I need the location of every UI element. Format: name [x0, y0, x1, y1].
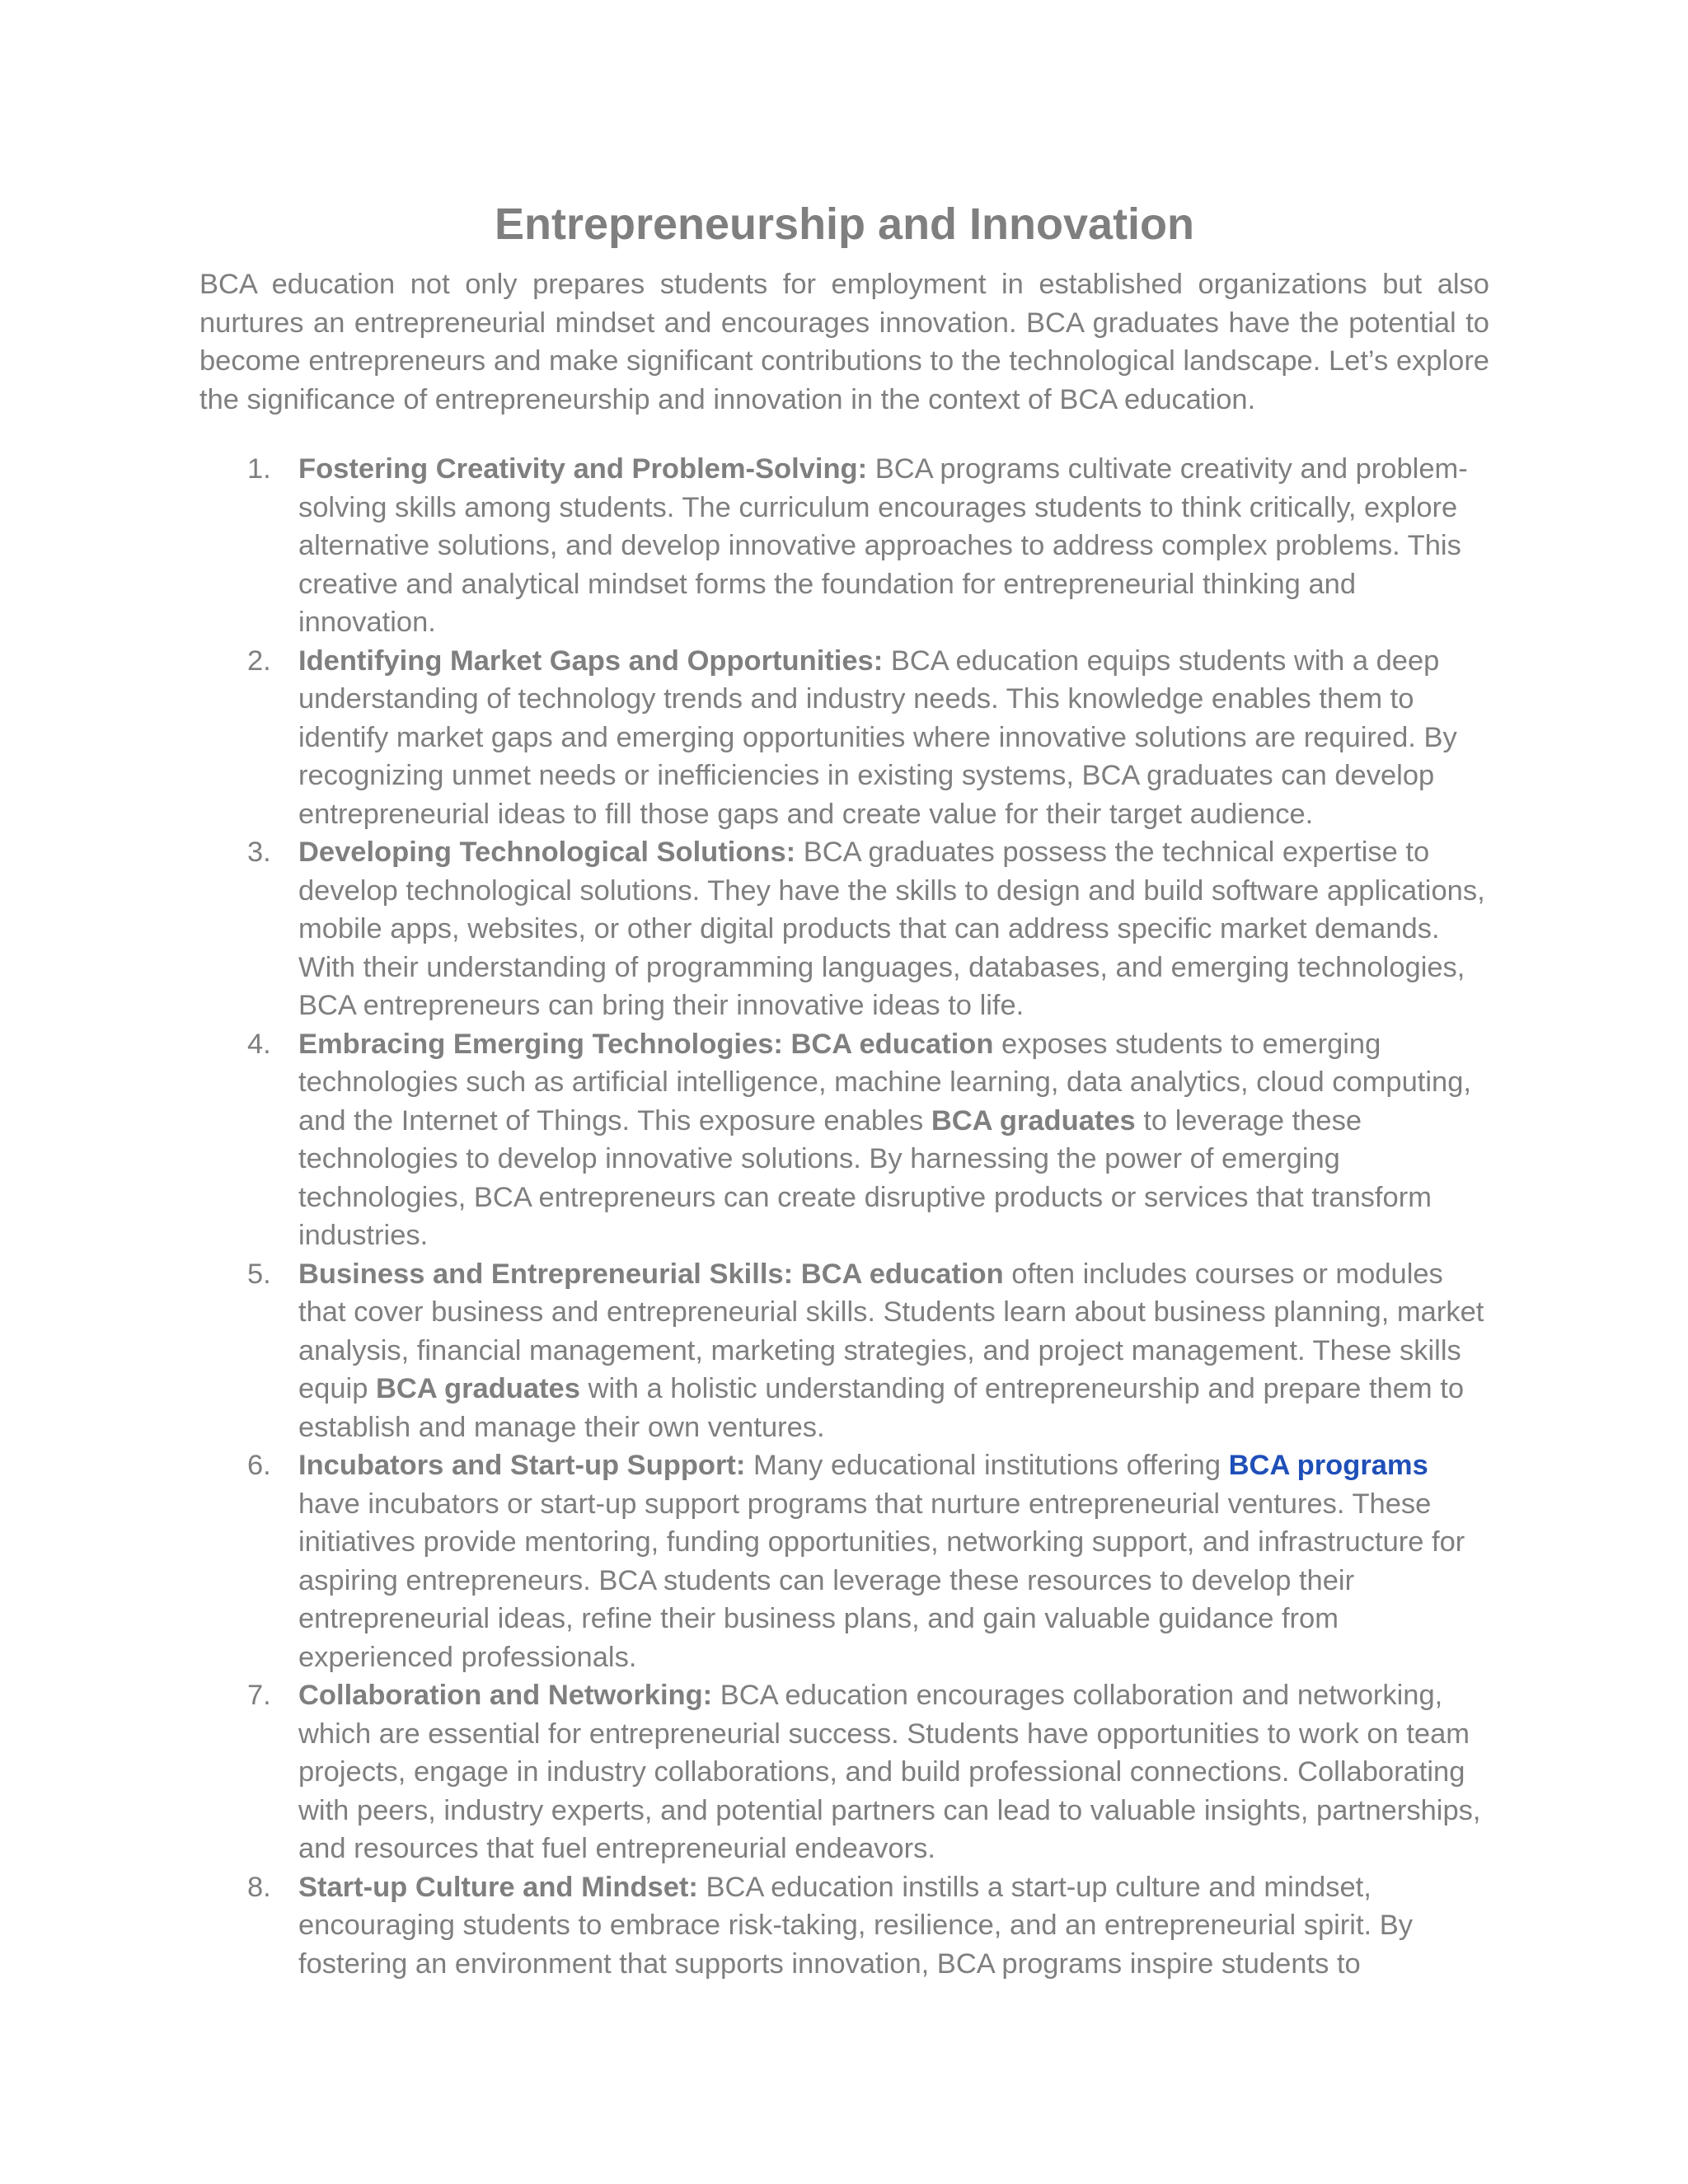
list-number: 1.: [247, 453, 271, 485]
item-text: BCA graduates possess the technical expertise to develop technological solutions. They have the skills to design and build software applications, mobile apps, websites, or other digital products that can address specific market demands. With their understanding of programming languages, databases, and emerging technologies, BCA entrepreneurs can bring their innovative ideas to life.: [298, 837, 1485, 1021]
item-heading: Collaboration and Networking:: [298, 1680, 713, 1711]
list-item: [199, 1868, 1489, 1984]
list-item: [199, 1676, 1489, 1868]
intro-paragraph: BCA education not only prepares students for employment in established organizations but also nurtures an entrepreneurial mindset and encourages innovation. BCA graduates have the potential to become entrepreneurs and make significant contributions to the technological landscape. Let’s explore the significance of entrepreneurship and innovation in the context of BCA education.: [199, 269, 1489, 415]
item-heading: Start-up Culture and Mindset:: [298, 1871, 698, 1903]
list-item: [199, 642, 1489, 834]
item-heading: Fostering Creativity and Problem-Solving:: [298, 453, 868, 485]
list-number: 7.: [247, 1680, 271, 1711]
page-title: Entrepreneurship and Innovation: [494, 199, 1195, 249]
item-text: BCA programs cultivate creativity and problem-solving skills among students. The curriculum encourages students to think critically, explore alternative solutions, and develop innovative approaches to address complex problems. This creative and analytical mindset forms the foundation for entrepreneurial thinking and innovation.: [298, 453, 1468, 638]
item-heading: Embracing Emerging Technologies: BCA education: [298, 1028, 994, 1060]
list-item: [199, 1025, 1489, 1255]
bca-programs-link[interactable]: BCA programs: [1228, 1450, 1428, 1481]
item-text: to leverage these technologies to develop innovative solutions. By harnessing the power of emerging technologies, BCA entrepreneurs can create disruptive products or services that transform industries.: [298, 1104, 1432, 1251]
item-text: often includes courses or modules that cover business and entrepreneurial skills. Students learn about business planning, market analysis, financial management, marketing strategies, and project management. These skills equip: [298, 1258, 1484, 1404]
item-text: BCA education equips students with a deep understanding of technology trends and industry needs. This knowledge enables them to identify market gaps and emerging opportunities where innovative solutions are required. By recognizing unmet needs or inefficiencies in existing systems, BCA graduates can develop entrepreneurial ideas to fill those gaps and create value for their target audience.: [298, 644, 1457, 830]
item-heading: Business and Entrepreneurial Skills: BCA education: [298, 1258, 1004, 1290]
item-text: BCA education instills a start-up culture and mindset, encouraging students to embrace risk-taking, resilience, and an entrepreneurial spirit. By fostering an environment that supports innovation, BCA programs inspire students to: [298, 1871, 1413, 1980]
item-text: exposes students to emerging technologies such as artificial intelligence, machine learning, data analytics, cloud computing, and the Internet of Things. This exposure enables: [298, 1028, 1471, 1137]
list-number: 5.: [247, 1258, 271, 1290]
list-number: 2.: [247, 644, 271, 677]
list-item: [199, 450, 1489, 642]
list-number: 4.: [247, 1028, 271, 1060]
item-heading: Incubators and Start-up Support:: [298, 1450, 746, 1481]
item-text: with a holistic understanding of entrepreneurship and prepare them to establish and manage their own ventures.: [298, 1373, 1465, 1443]
item-heading: Developing Technological Solutions:: [298, 837, 796, 868]
item-bold-phrase: BCA graduates: [931, 1104, 1136, 1137]
list-item: [199, 1255, 1489, 1447]
list-item: [199, 833, 1489, 1025]
item-bold-phrase: BCA graduates: [376, 1373, 580, 1404]
list-number: 3.: [247, 837, 271, 868]
list-item: [199, 1446, 1489, 1676]
item-heading: Identifying Market Gaps and Opportunities:: [298, 644, 884, 677]
item-text: Many educational institutions offering: [745, 1450, 1229, 1481]
numbered-list: [199, 450, 1489, 1983]
item-text: have incubators or start-up support programs that nurture entrepreneurial ventures. These initiatives provide mentoring, funding opportunities, networking support, and infrastructure for aspiring entrepreneurs. BCA students can leverage these resources to develop their entrepreneurial ideas, refine their business plans, and gain valuable guidance from experienced professionals.: [298, 1488, 1465, 1673]
list-number: 6.: [247, 1450, 271, 1481]
list-number: 8.: [247, 1871, 271, 1903]
item-text: BCA education encourages collaboration and networking, which are essential for entrepreneurial success. Students have opportunities to work on team projects, engage in industry collaborations, and build professional connections. Collaborating with peers, industry experts, and potential partners can lead to valuable insights, partnerships, and resources that fuel entrepreneurial endeavors.: [298, 1680, 1481, 1864]
